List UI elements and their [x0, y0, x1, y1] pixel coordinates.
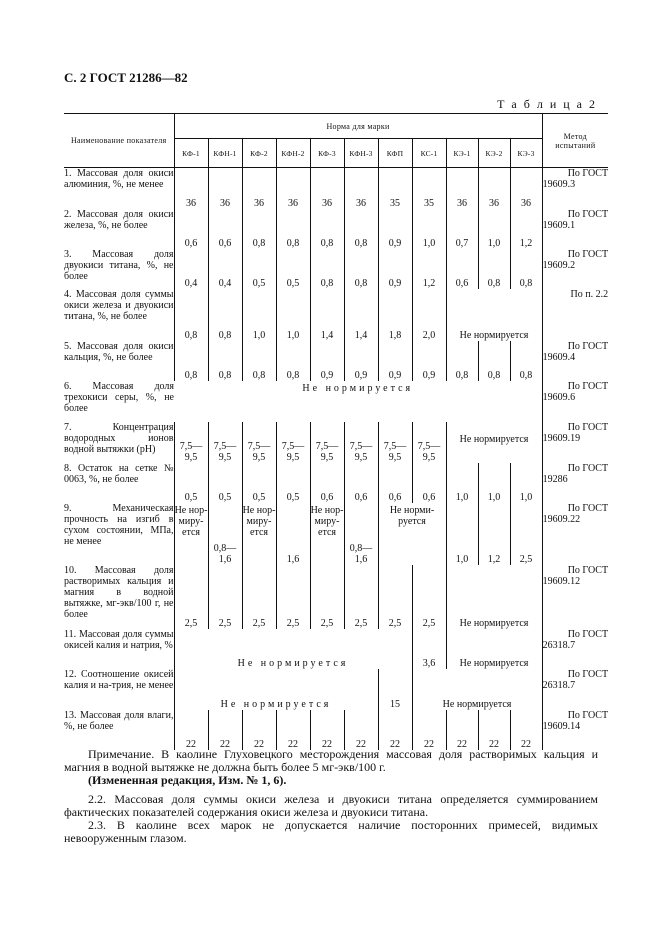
cell-value: 1,2: [412, 249, 446, 289]
cell-value: 0,9: [412, 341, 446, 381]
cell-value: 22: [310, 710, 344, 750]
cell-value: 0,6: [208, 209, 242, 249]
cell-value: 0,8: [276, 209, 310, 249]
cell-value: 0,8: [510, 249, 542, 289]
cell-value: 35: [412, 168, 446, 209]
specs-table: [64, 113, 608, 750]
method-cell: [542, 422, 608, 463]
method-ref: По ГОСТ: [567, 208, 609, 220]
cell-value: 22: [344, 710, 378, 750]
row-name: 6. Массовая доля трехокиси серы, %, не более: [64, 380, 174, 414]
cell-value: 1,0: [446, 503, 478, 565]
method-cell: [542, 503, 608, 565]
method-num: 19609.2: [542, 259, 576, 271]
not-normalized-span: Не нормируется: [412, 669, 542, 710]
cell-value: 1,6: [276, 503, 310, 565]
not-normalized-span: Не нормируется: [174, 669, 378, 710]
cell-value: 0,8: [446, 341, 478, 381]
cell-value: 2,5: [378, 565, 412, 629]
cell-value: 0,8: [208, 289, 242, 341]
cell-value: 0,6: [378, 463, 412, 503]
cell-value: 36: [310, 168, 344, 209]
cell-value: 22: [478, 710, 510, 750]
cell-value: 1,0: [412, 209, 446, 249]
cell-value: 0,8: [174, 341, 208, 381]
cell-value: 0,6: [310, 463, 344, 503]
cell-value: 22: [446, 710, 478, 750]
method-ref: По ГОСТ: [567, 380, 609, 392]
grade-header: КЭ-1: [446, 139, 478, 168]
cell-value: 0,5: [276, 463, 310, 503]
method-cell: [542, 341, 608, 381]
cell-value: 7,5—9,5: [378, 422, 412, 463]
table-row: [64, 422, 608, 463]
grade-header: КФП: [378, 139, 412, 168]
table-row: [64, 503, 608, 565]
row-name: 4. Массовая доля суммы окиси железа и двуокиси титана, %, не более: [64, 288, 174, 322]
table-row: [64, 463, 608, 503]
cell-value: Не нор-миру-ется: [174, 503, 208, 565]
cell-value: 22: [174, 710, 208, 750]
row-name: 8. Остаток на сетке № 0063, %, не более: [64, 462, 174, 485]
cell-value: 0,8: [310, 209, 344, 249]
cell-value: 36: [446, 168, 478, 209]
cell-value: 22: [208, 710, 242, 750]
cell-value: 0,9: [378, 249, 412, 289]
cell-value: 0,8: [208, 341, 242, 381]
method-ref: По ГОСТ: [567, 564, 609, 576]
cell-value: 1,0: [478, 209, 510, 249]
cell-value: 0,8: [510, 341, 542, 381]
cell-value: 36: [242, 168, 276, 209]
row-name: 12. Соотношение окисей калия и на-трия, не менее: [64, 668, 174, 691]
cell-value: 1,0: [510, 463, 542, 503]
row-name: 1. Массовая доля окиси алюминия, %, не менее: [64, 168, 174, 190]
method-num: 19609.22: [542, 513, 581, 525]
method-num: 19609.3: [542, 179, 576, 190]
cell-value: 15: [378, 669, 412, 710]
cell-value: 0,8: [310, 249, 344, 289]
cell-value: Не норми-руется: [378, 503, 446, 565]
table-row: [64, 381, 608, 422]
table-row: [64, 209, 608, 249]
grade-header: КЭ-2: [478, 139, 510, 168]
paragraph-2-3: 2.3. В каолине всех марок не допускается наличие посторонних примесей, видимых невооруженным глазом.: [64, 818, 598, 845]
cell-value: 0,5: [174, 463, 208, 503]
cell-value: 0,9: [344, 341, 378, 381]
cell-value: 1,4: [310, 289, 344, 341]
paragraph-2-2: 2.2. Массовая доля суммы окиси железа и двуокиси титана определяется суммированием фактических показателей содержания окиси железа и двуокиси титана.: [64, 792, 598, 819]
method-num: 19609.1: [542, 219, 576, 231]
cell-value: 2,5: [276, 565, 310, 629]
norm-column-header: Норма для марки: [174, 114, 542, 139]
row-name: 13. Массовая доля влаги, %, не более: [64, 709, 174, 732]
cell-value: 0,7: [446, 209, 478, 249]
method-column-header: Метод испытаний: [542, 114, 608, 168]
method-cell: [542, 381, 608, 422]
cell-value: 0,6: [446, 249, 478, 289]
method-num: 19609.19: [542, 432, 581, 444]
method-cell: [542, 463, 608, 503]
notes-section: [64, 748, 598, 845]
method-num: 19609.12: [542, 575, 581, 587]
not-normalized-span: Не нормируется: [446, 422, 542, 463]
cell-value: 1,0: [478, 463, 510, 503]
cell-value: 7,5—9,5: [208, 422, 242, 463]
cell-value: 7,5—9,5: [344, 422, 378, 463]
cell-value: 2,5: [174, 565, 208, 629]
grade-header: КФН-1: [208, 139, 242, 168]
cell-value: 36: [344, 168, 378, 209]
cell-value: 2,5: [208, 565, 242, 629]
page-header: С. 2 ГОСТ 21286—82: [64, 70, 188, 85]
cell-value: 0,6: [174, 209, 208, 249]
cell-value: Не нор-миру-ется: [310, 503, 344, 565]
cell-value: 1,8: [378, 289, 412, 341]
cell-value: 7,5—9,5: [276, 422, 310, 463]
cell-value: 2,5: [344, 565, 378, 629]
cell-value: 1,0: [242, 289, 276, 341]
row-name: 10. Массовая доля растворимых кальция и магния в водной вытяжке, мг-экв/100 г, не более: [64, 564, 174, 620]
cell-value: 2,5: [310, 565, 344, 629]
cell-value: 0,5: [276, 249, 310, 289]
cell-value: 2,5: [242, 565, 276, 629]
method-cell: [542, 710, 608, 750]
cell-value: 35: [378, 168, 412, 209]
table-row: [64, 289, 608, 341]
cell-value: 22: [276, 710, 310, 750]
method-num: 19609.14: [542, 720, 581, 732]
cell-value: 36: [478, 168, 510, 209]
cell-value: 0,9: [310, 341, 344, 381]
grade-header: КФН-2: [276, 139, 310, 168]
row-name: 2. Массовая доля окиси железа, %, не более: [64, 208, 174, 231]
table-row: [64, 565, 608, 629]
row-name: 3. Массовая доля двуокиси титана, %, не более: [64, 248, 174, 282]
method-ref: По ГОСТ: [567, 340, 609, 352]
method-num: 19609.6: [542, 391, 576, 403]
method-ref: По ГОСТ: [567, 462, 609, 474]
cell-value: 2,5: [510, 503, 542, 565]
method-cell: [542, 629, 608, 669]
cell-value: 0,9: [378, 341, 412, 381]
cell-value: 1,4: [344, 289, 378, 341]
cell-value: 1,2: [510, 209, 542, 249]
method-ref: По ГОСТ: [567, 709, 609, 721]
method-ref: По ГОСТ: [567, 168, 609, 179]
row-name: 9. Механическая прочность на изгиб в сухом состоянии, МПа, не менее: [64, 502, 174, 547]
cell-value: 0,4: [208, 249, 242, 289]
cell-value: 22: [510, 710, 542, 750]
cell-value: 7,5—9,5: [242, 422, 276, 463]
table-row: [64, 669, 608, 710]
row-name: 11. Массовая доля суммы окисей калия и натрия, %: [64, 628, 174, 651]
table-row: [64, 249, 608, 289]
cell-value: Не нор-миру-ется: [242, 503, 276, 565]
not-normalized-span: Не нормируется: [446, 629, 542, 669]
method-ref: По ГОСТ: [567, 248, 609, 260]
cell-value: 36: [276, 168, 310, 209]
name-column-header: Наименование показателя: [70, 136, 167, 145]
method-num: 19286: [542, 473, 568, 485]
cell-value: 0,8: [344, 209, 378, 249]
table-note: Примечание. В каолине Глуховецкого месторождения массовая доля растворимых кальция и магния в водной вытяжке не должна быть более 5 мг-экв/100 г.: [64, 747, 598, 774]
cell-value: 22: [378, 710, 412, 750]
table-row: [64, 168, 608, 209]
cell-value: 7,5—9,5: [412, 422, 446, 463]
cell-value: 0,8: [276, 341, 310, 381]
not-normalized-span: Не нормируется: [302, 382, 414, 394]
grade-header: КФ-2: [242, 139, 276, 168]
cell-value: 0,8: [478, 341, 510, 381]
cell-value: 0,8: [242, 209, 276, 249]
method-ref: По ГОСТ: [567, 421, 609, 433]
cell-value: 36: [174, 168, 208, 209]
cell-value: 22: [242, 710, 276, 750]
cell-value: 0,8: [478, 249, 510, 289]
method-cell: [542, 289, 608, 341]
table-row: [64, 710, 608, 750]
row-name: 5. Массовая доля окиси кальция, %, не более: [64, 340, 174, 363]
cell-value: 0,8: [344, 249, 378, 289]
method-cell: [542, 209, 608, 249]
table-row: [64, 341, 608, 381]
cell-value: 36: [208, 168, 242, 209]
not-normalized-span: Не нормируется: [446, 565, 542, 629]
cell-value: 0,8—1,6: [208, 503, 242, 565]
cell-value: 3,6: [412, 629, 446, 669]
cell-value: 7,5—9,5: [174, 422, 208, 463]
method-cell: [542, 669, 608, 710]
cell-value: 0,5: [242, 249, 276, 289]
method-ref: По ГОСТ: [567, 502, 609, 514]
method-cell: [542, 249, 608, 289]
edition-note: (Измененная редакция, Изм. № 1, 6).: [88, 773, 287, 787]
cell-value: 22: [412, 710, 446, 750]
table-row: [64, 629, 608, 669]
grade-header: КФ-1: [174, 139, 208, 168]
grade-header: КЭ-3: [510, 139, 542, 168]
not-normalized-span: Не нормируется: [446, 289, 542, 341]
cell-value: 0,9: [378, 209, 412, 249]
method-num: 26318.7: [542, 639, 576, 651]
cell-value: 0,8—1,6: [344, 503, 378, 565]
grade-header: КФН-3: [344, 139, 378, 168]
cell-value: 0,6: [412, 463, 446, 503]
cell-value: 1,2: [478, 503, 510, 565]
cell-value: 0,8: [174, 289, 208, 341]
cell-value: 0,8: [242, 341, 276, 381]
row-name: 7. Концентрация водородных ионов водной вытяжки (pH): [64, 421, 174, 455]
method-ref: По ГОСТ: [567, 668, 609, 680]
cell-value: 1,0: [446, 463, 478, 503]
method-cell: [542, 565, 608, 629]
cell-value: 0,5: [242, 463, 276, 503]
method-ref: По ГОСТ: [567, 628, 609, 640]
grade-header: КС-1: [412, 139, 446, 168]
cell-value: 36: [510, 168, 542, 209]
cell-value: 0,4: [174, 249, 208, 289]
table-caption: Т а б л и ц а 2: [497, 97, 597, 111]
cell-value: 0,6: [344, 463, 378, 503]
method-num: 26318.7: [542, 679, 576, 691]
method-cell: [542, 168, 608, 209]
cell-value: 7,5—9,5: [310, 422, 344, 463]
cell-value: 2,5: [412, 565, 446, 629]
method-num: 19609.4: [542, 351, 576, 363]
not-normalized-span: Не нормируется: [174, 629, 412, 669]
grade-header: КФ-3: [310, 139, 344, 168]
cell-value: 2,0: [412, 289, 446, 341]
cell-value: 1,0: [276, 289, 310, 341]
method-ref: По п. 2.2: [570, 288, 609, 300]
cell-value: 0,5: [208, 463, 242, 503]
